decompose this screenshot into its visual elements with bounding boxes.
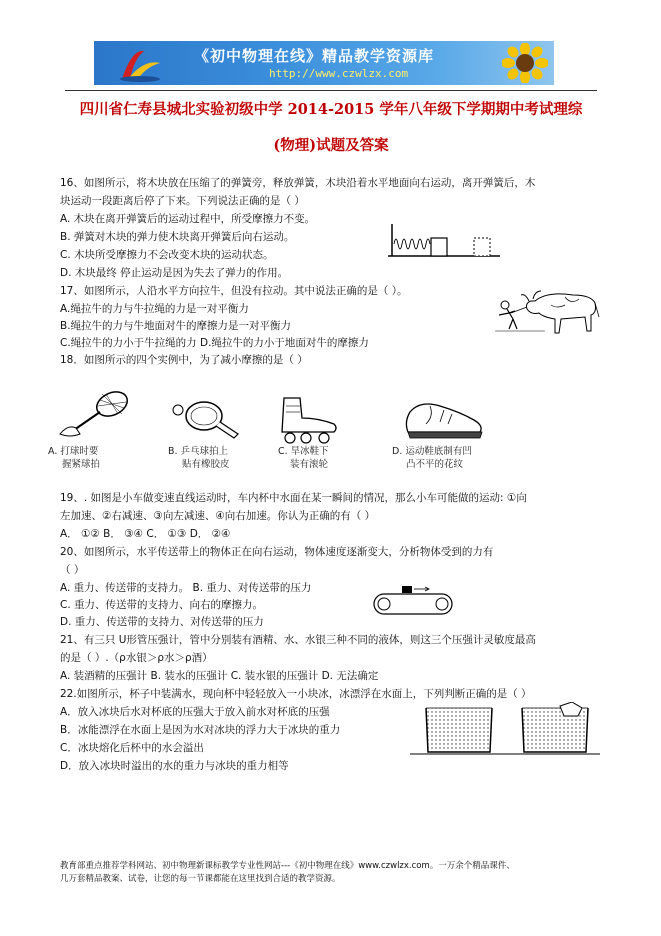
- spring-block-figure: [388, 222, 504, 260]
- q19-stem-line1: 19、. 如图是小车做变速直线运动时，车内杯中水面在某一瞬间的情况，那么小车可能做的运动: ①向: [60, 492, 527, 504]
- conveyor-belt-figure: [372, 582, 454, 618]
- q19-stem-line2: 左加速、②右减速、③向左减速、④向右加速。你认为正确的有（ ）: [60, 510, 376, 522]
- q22-option-d: D．放入冰块时溢出的水的重力与冰块的重力相等: [60, 760, 289, 772]
- q18-caption-a-line1: A. 打球时要: [48, 446, 99, 457]
- q21-options: A. 装酒精的压强计 B. 装水的压强计 C. 装水银的压强计 D. 无法确定: [60, 670, 379, 682]
- q21-stem-line2: 的是（ ）.（ρ水银＞ρ水＞ρ酒）: [60, 652, 213, 664]
- banner-url[interactable]: http://www.czwlzx.com: [269, 67, 409, 80]
- q16-stem-line1: 16、如图所示，将木块放在压缩了的弹簧旁，释放弹簧，木块沿着水平地面向右运动，离开弹簧后，木: [60, 177, 536, 189]
- roller-skate-figure: [272, 396, 352, 446]
- q20-option-ab: A. 重力、传送带的支持力。 B. 重力、对传送带的压力: [60, 582, 312, 594]
- q17-option-a: A.绳拉牛的力与牛拉绳的力是一对平衡力: [60, 303, 249, 315]
- q17-stem: 17、如图所示，人沿水平方向拉牛，但没有拉动。其中说法正确的是（ ）。: [60, 285, 408, 297]
- q18-stem: 18．如图所示的四个实例中，为了减小摩擦的是（ ）: [60, 354, 308, 366]
- q20-stem-line1: 20、如图所示，水平传送带上的物体正在向右运动，物体速度逐渐变大，分析物体受到的力有: [60, 546, 494, 558]
- q20-option-d: D. 重力、传送带的支持力、对传送带的压力: [60, 616, 264, 628]
- q21-stem-line1: 21、有三只 U形管压强计，管中分别装有酒精、水、水银三种不同的液体，则这三个压强计灵敏度最高: [60, 634, 536, 646]
- q18-caption-d-line1: D. 运动鞋底制有凹: [392, 446, 472, 457]
- footer-line2: 几万套精品教案、试卷，让您的每一节课都能在这里找到合适的教学资源。: [60, 874, 341, 884]
- q22-option-b: B．冰能漂浮在水面上是因为水对冰块的浮力大于冰块的重力: [60, 724, 341, 736]
- q18-caption-b-line1: B. 乒乓球拍上: [168, 446, 229, 457]
- header-banner: [94, 41, 554, 85]
- q16-option-c: C. 木块所受摩擦力不会改变木块的运动状态。: [60, 249, 274, 261]
- q18-caption-d-line2: 凸不平的花纹: [406, 459, 464, 470]
- q22-option-c: C．冰块熔化后杯中的水会溢出: [60, 742, 204, 754]
- q20-stem-line2: （ ）: [60, 564, 85, 576]
- site-logo-icon: [114, 45, 164, 83]
- q16-option-b: B. 弹簧对木块的弹力使木块离开弹簧后向右运动。: [60, 231, 295, 243]
- document-title-line2: (物理)试题及答案: [273, 137, 389, 154]
- page-footer: [60, 860, 620, 886]
- header-rule: [65, 90, 597, 91]
- q22-stem: 22.如图所示，杯子中装满水，现向杯中轻轻放入一小块冰，冰漂浮在水面上，下列判断正确的是（ ）: [60, 688, 532, 700]
- q16-option-a: A. 木块在离开弹簧后的运动过程中，所受摩擦力不变。: [60, 213, 316, 225]
- q18-caption-a-line2: 握紧球拍: [62, 459, 101, 470]
- q20-option-c: C. 重力、传送带的支持力、向右的摩擦力。: [60, 599, 264, 611]
- q18-caption-b-line2: 贴有橡胶皮: [182, 459, 230, 470]
- q17-option-cd: C.绳拉牛的力小于牛拉绳的力 D.绳拉牛的力小于地面对牛的摩擦力: [60, 337, 369, 349]
- sneaker-figure: [400, 398, 490, 444]
- q19-options: A． ①② B． ③④ C． ①③ D． ②④: [60, 528, 231, 540]
- document-title-line1: 四川省仁寿县城北实验初级中学 2014-2015 学年八年级下学期期中考试理综: [79, 101, 583, 118]
- cups-with-water-figure: [410, 702, 600, 756]
- q16-option-d: D. 木块最终 停止运动是因为失去了弹力的作用。: [60, 267, 289, 279]
- tennis-racket-figure: [40, 390, 140, 440]
- sunflower-icon: [502, 43, 548, 83]
- banner-title: 《初中物理在线》精品教学资源库: [194, 47, 435, 65]
- q18-caption-c-line2: 装有滚轮: [290, 459, 329, 470]
- pingpong-paddle-figure: [168, 396, 248, 444]
- footer-line1: 教育部重点推荐学科网站、初中物理新课标教学专业性网站---《初中物理在线》www.czwlzx.com。一万余个精品课件、: [60, 861, 515, 871]
- q18-caption-c-line1: C. 旱冰鞋下: [278, 446, 329, 457]
- q17-option-b: B.绳拉牛的力与牛地面对牛的摩擦力是一对平衡力: [60, 320, 292, 332]
- man-pulling-ox-figure: [495, 283, 601, 339]
- q22-option-a: A．放入冰块后水对杯底的压强大于放入前水对杯底的压强: [60, 706, 330, 718]
- q16-stem-line2: 块运动一段距离后停了下来。下列说法正确的是（ ）: [60, 195, 305, 207]
